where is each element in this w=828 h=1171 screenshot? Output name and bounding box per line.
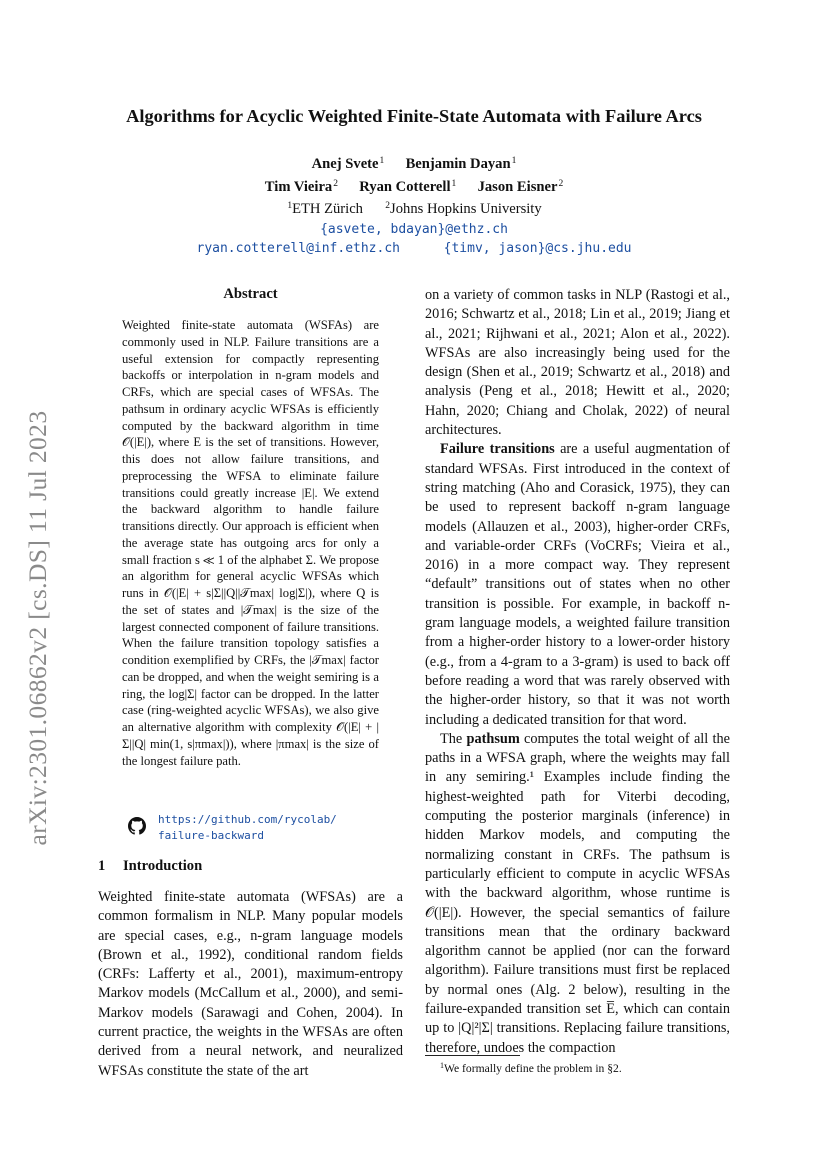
author-line-2: Tim Vieira$^2$ Ryan Cotterell$^1$ Jason Eisner$^2$ (264, 178, 564, 195)
email-jhu[interactable]: {timv, jason}@cs.jhu.edu (443, 241, 632, 257)
right-column-text (425, 286, 730, 1058)
intro-paragraph-1-cont: on a variety of common tasks in NLP (Rastogi et al., 2016; Schwartz et al., 2018; Lin et al., 2019; Jiang et al., 2021; Rijhwani et al., 2021; Alon et al., 2022). WFSAs are also increasingly being used for the design (Shen et al., 2019; Schwartz et al., 2018) and analysis (Peng et al., 2018; Hewitt et al., 2020; Hahn, 2020; Chiang and Cholak, 2022) of neural architectures. (425, 287, 730, 439)
abstract-heading: Abstract (223, 286, 278, 302)
email-eth[interactable]: {asvete, bdayan}@ethz.ch (320, 221, 508, 237)
github-url[interactable]: https://github.com/rycolab/ failure-backward (158, 813, 337, 842)
github-icon (128, 817, 146, 835)
footnote (440, 1061, 622, 1075)
affiliation-eth: ETH Zürich (292, 201, 363, 218)
intro-paragraph-3: The pathsum computes the total weight of all the paths in a WFSA graph, where the weights may fall in any semiring.¹ Examples include finding the highest-weighted path for Viterbi decoding, computing the posterior marginals (inference) in hidden Markov models, and computing the normalizing constant in CRFs. The pathsum is particularly efficient to compute in acyclic WFSAs with the backward algorithm, whose runtime is 𝒪(|E|). However, the special semantics of failure transitions mean that the ordinary backward algorithm cannot be applied (nor can the forward algorithm). Failure transitions must first be replaced by normal ones (Alg. 2 below), resulting in the failure-expanded transition set E̅, which can contain up to |Q|²|Σ| transitions. Replacing failure transitions, therefore, undoes the compaction (425, 730, 730, 1056)
affiliation-jhu: Johns Hopkins University (390, 201, 542, 218)
section-heading-introduction (98, 858, 202, 875)
author-block (100, 152, 728, 259)
paper-title: Algorithms for Acyclic Weighted Finite-State Automata with Failure Arcs (126, 106, 702, 126)
author-name: Anej Svete (311, 156, 379, 172)
email-line-2 (100, 239, 728, 259)
footnote-mark: 1 (440, 1061, 444, 1070)
section-number: 1 (98, 858, 106, 874)
author-name: Tim Vieira (264, 178, 333, 195)
intro-paragraph-1: Weighted finite-state automata (WFSAs) are a common formalism in NLP. Many popular models are special cases, e.g., n-gram language models (Brown et al., 1992), conditional random fields (CRFs: Lafferty et al., 2001), maximum-entropy Markov models (McCallum et al., 2000), and semi-Markov models (Sarawagi and Cohen, 2004). In current practice, the weights in the WFSAs are often derived from a neural network, and neuralized WFSAs constitute the state of the art (98, 889, 403, 1079)
author-name: Jason Eisner (477, 178, 558, 195)
author-line-1: Anej Svete$^1$ Benjamin Dayan$^1$ (311, 156, 517, 172)
arxiv-stamp-text: arXiv:2301.06862v2 [cs.DS] 11 Jul 2023 (23, 410, 52, 846)
arxiv-stamp (18, 378, 58, 878)
affiliations: $^1$ETH Zürich $^2$Johns Hopkins University (287, 201, 542, 218)
footnote-text: We formally define the problem in §2. (444, 1062, 622, 1075)
author-name: Benjamin Dayan (405, 156, 511, 172)
email-cotterell[interactable]: ryan.cotterell@inf.ethz.ch (196, 241, 400, 257)
footnote-rule (425, 1055, 520, 1056)
github-link-block[interactable] (124, 812, 384, 844)
intro-paragraph-2: Failure transitions are a useful augmentation of standard WFSAs. First introduced in the context of string matching (Aho and Corasick, 1975), they can be used to represent backoff n-gram language models (Allauzen et al., 2003), higher-order CRFs, and variable-order CRFs (VoCRFs; Vieira et al., 2016) in a more compact way. They represent “default” transitions out of states when no other transition is possible. For example, in backoff n-gram language models, a weighted failure transition from a higher-order history to a lower-order history (e.g., from a 4-gram to a 3-gram) is used to back off before reading a word that was rarely observed with the higher-order history, so that it was not worth including a dedicated transition for that word. (425, 441, 730, 728)
abstract-text: Weighted finite-state automata (WSFAs) are commonly used in NLP. Failure transitions are a useful extension for compactly representing backoffs or interpolation in n-gram models and CRFs, which are special cases of WFSAs. The pathsum in ordinary acyclic WFSAs is efficiently computed by the backward algorithm in time 𝒪(|E|), where E is the set of transitions. However, this does not allow failure transitions, and preprocessing the WFSA to eliminate failure transitions could greatly increase |E|. We extend the backward algorithm to handle failure transitions directly. Our approach is efficient when the average state has outgoing arcs for only a small fraction s ≪ 1 of the alphabet Σ. We propose an algorithm for general acyclic WFSAs which runs in 𝒪(|E| + s|Σ||Q||𝒯max| log|Σ|), where Q is the set of states and |𝒯max| is the size of the largest connected component of failure transitions. When the failure transition topology satisfies a condition exemplified by CRFs, the |𝒯max| factor can be dropped, and when the weight semiring is a ring, the log|Σ| factor can be dropped. In the latter case (ring-weighted acyclic WFSAs), we also give an alternative algorithm with complexity 𝒪(|E| + |Σ||Q| min(1, s|πmax|)), where |πmax| is the size of the longest failure path. (122, 318, 379, 768)
author-name: Ryan Cotterell (359, 178, 451, 195)
section-title: Introduction (123, 858, 203, 874)
email-line-1 (100, 220, 728, 240)
